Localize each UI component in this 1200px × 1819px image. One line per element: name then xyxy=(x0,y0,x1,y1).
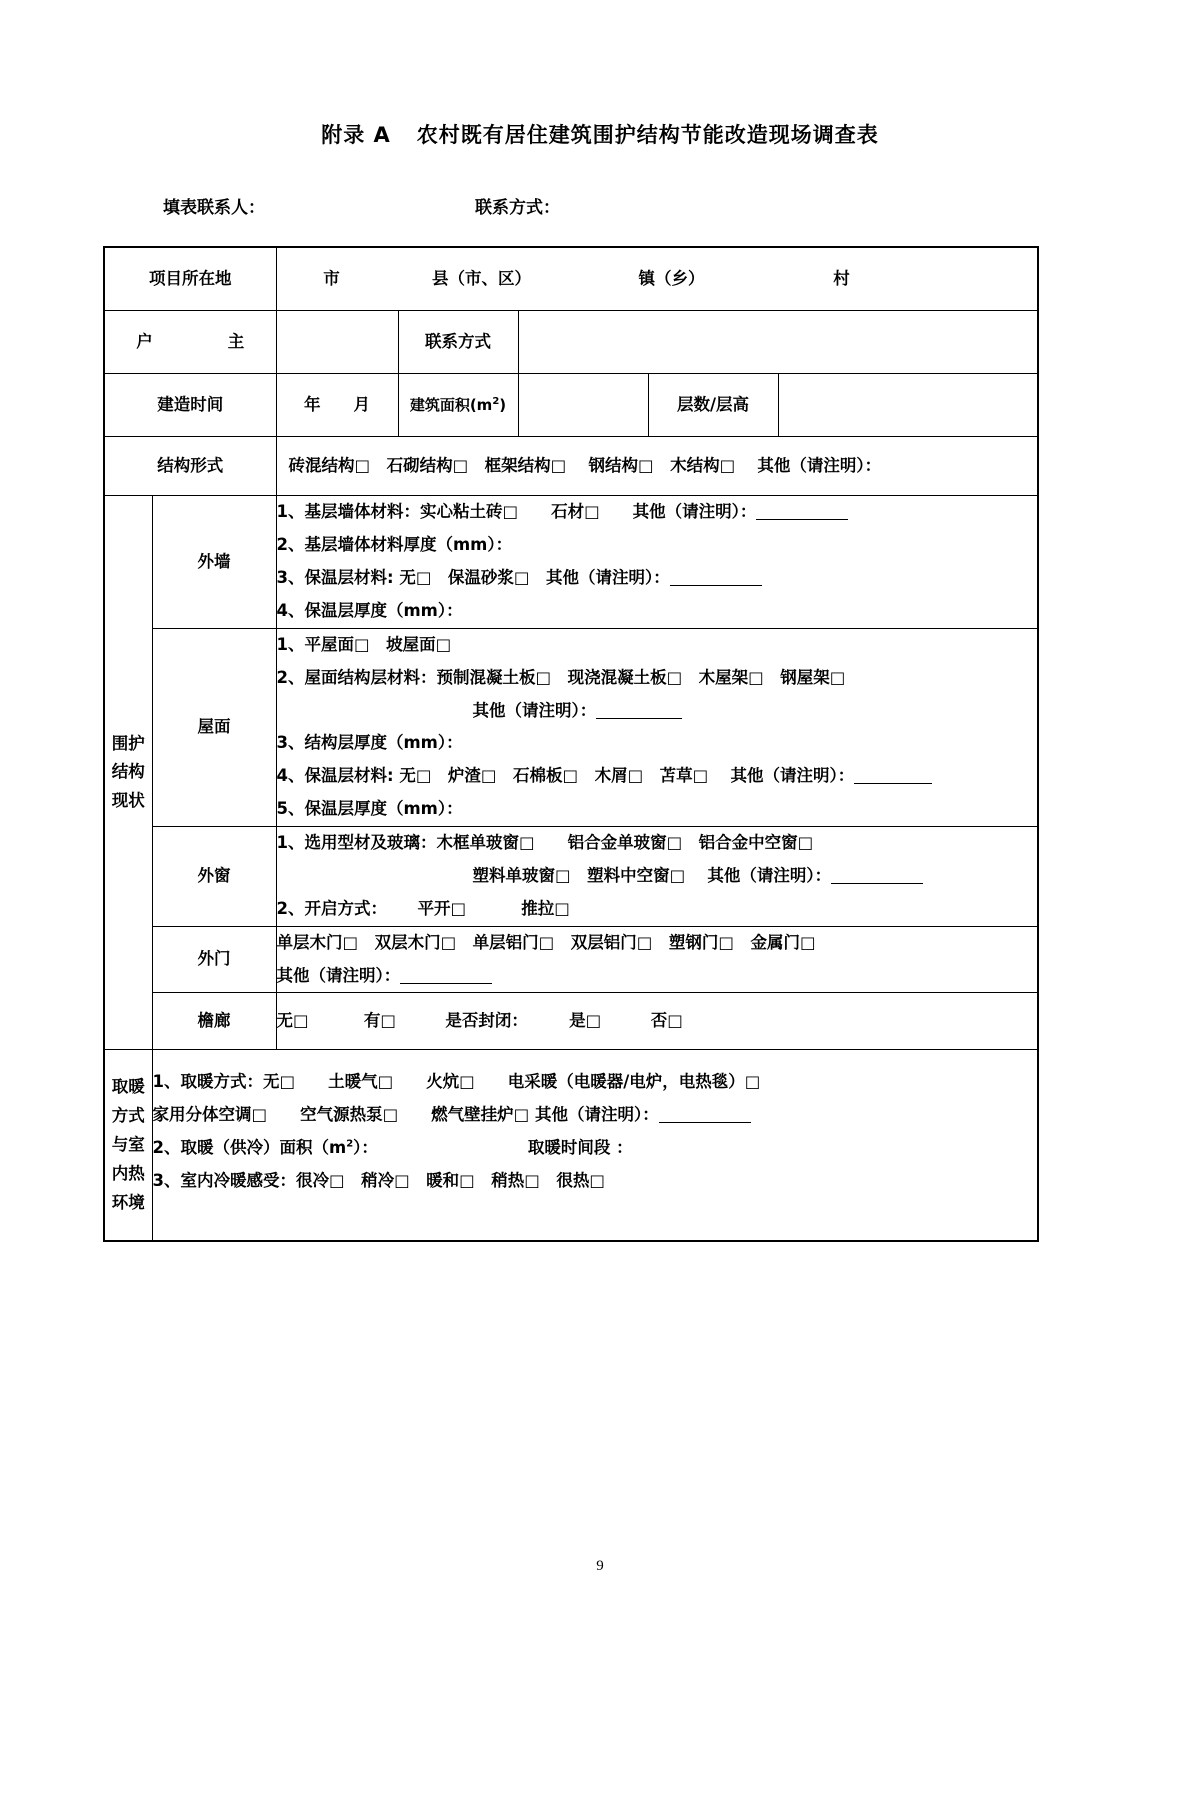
door-other-blank[interactable] xyxy=(400,983,492,984)
owner-contact-label: 联系方式 xyxy=(398,311,518,374)
survey-form-table xyxy=(103,246,1039,1242)
veranda-line-1[interactable]: 无□ 有□ 是否封闭： 是□ 否□ xyxy=(276,1010,683,1030)
wall-other-blank-2[interactable] xyxy=(670,585,762,586)
owner-label xyxy=(104,311,276,374)
location-city: 市 xyxy=(323,268,340,288)
build-area-label-text: 建筑面积(m xyxy=(409,395,493,414)
wall-line-3-text: 3、保温层材料: 无□ 保温砂浆□ 其他（请注明）： xyxy=(276,568,670,588)
window-line-3[interactable]: 2、开启方式： 平开□ 推拉□ xyxy=(276,898,570,918)
door-label: 外门 xyxy=(152,926,276,993)
table-row-build xyxy=(104,374,1038,437)
roof-line-3-text: 其他（请注明）： xyxy=(472,700,597,720)
door-line-2-text: 其他（请注明）： xyxy=(276,965,401,985)
owner-label-text: 户 主 xyxy=(136,331,259,351)
table-row-envelope-window xyxy=(104,827,1038,927)
contact-method-label: 联系方式： xyxy=(475,198,560,219)
wall-line-1[interactable] xyxy=(277,496,1038,529)
table-row-location xyxy=(104,247,1038,311)
heating-line-1[interactable]: 1、取暖方式：无□ 土暖气□ 火炕□ 电采暖（电暖器/电炉，电热毯）□ xyxy=(152,1072,761,1092)
build-area-label xyxy=(398,374,518,437)
location-county: 县（市、区） xyxy=(432,268,531,288)
heating-line-3[interactable] xyxy=(153,1132,1038,1165)
veranda-options-cell[interactable] xyxy=(276,993,1038,1050)
roof-line-5-text: 4、保温层材料: 无□ 炉渣□ 石棉板□ 木屑□ 苫草□ 其他（请注明）： xyxy=(276,766,855,786)
window-line-1[interactable]: 1、选用型材及玻璃：木框单玻窗□ 铝合金单玻窗□ 铝合金中空窗□ xyxy=(276,833,814,853)
structure-options[interactable]: 砖混结构□ 石砌结构□ 框架结构□ 钢结构□ 木结构□ 其他（请注明）： xyxy=(276,437,1038,496)
location-value-cell[interactable] xyxy=(276,247,1038,311)
heating-other-blank[interactable] xyxy=(659,1122,751,1123)
roof-line-1[interactable]: 1、平屋面□ 坡屋面□ xyxy=(276,634,452,654)
roof-line-4[interactable]: 3、结构层厚度（mm）： xyxy=(276,733,463,753)
wall-label: 外墙 xyxy=(152,496,276,629)
heating-label-line-3: 与室 xyxy=(111,1134,145,1154)
wall-options-cell[interactable] xyxy=(276,496,1038,629)
location-town: 镇（乡） xyxy=(638,268,705,288)
roof-label: 屋面 xyxy=(152,628,276,826)
table-row-envelope-wall xyxy=(104,496,1038,629)
roof-line-5[interactable] xyxy=(277,760,1038,793)
appendix-label: 附录 A xyxy=(321,123,391,147)
wall-line-2[interactable]: 2、基层墙体材料厚度（mm）： xyxy=(276,535,513,555)
wall-line-3[interactable] xyxy=(277,562,1038,595)
veranda-label: 檐廊 xyxy=(152,993,276,1050)
heating-label-line-5: 环境 xyxy=(111,1192,145,1212)
heating-area-label-end: ）： xyxy=(353,1138,378,1158)
heating-label-line-2: 方式 xyxy=(111,1106,145,1126)
contact-line xyxy=(163,193,1200,218)
build-time-label: 建造时间 xyxy=(104,374,276,437)
door-line-1[interactable]: 单层木门□ 双层木门□ 单层铝门□ 双层铝门□ 塑钢门□ 金属门□ xyxy=(276,932,816,952)
survey-form-table-wrapper xyxy=(103,246,1037,1242)
heating-line-2-text: 家用分体空调□ 空气源热泵□ 燃气壁挂炉□ 其他（请注明）： xyxy=(152,1105,659,1125)
owner-contact-input[interactable] xyxy=(518,311,1038,374)
envelope-label-line-1: 围护 xyxy=(111,733,145,753)
roof-other-blank-2[interactable] xyxy=(854,783,932,784)
heating-line-2[interactable] xyxy=(153,1099,1038,1132)
build-area-input[interactable] xyxy=(518,374,648,437)
build-floors-input[interactable] xyxy=(778,374,1038,437)
window-label: 外窗 xyxy=(152,827,276,927)
location-label: 项目所在地 xyxy=(104,247,276,311)
wall-line-4[interactable]: 4、保温层厚度（mm）： xyxy=(276,600,463,620)
appendix-title-text: 农村既有居住建筑围护结构节能改造现场调查表 xyxy=(416,123,879,147)
build-area-label-end: ) xyxy=(499,395,507,414)
roof-line-3[interactable] xyxy=(277,695,1038,728)
roof-line-6[interactable]: 5、保温层厚度（mm）： xyxy=(276,799,463,819)
window-line-2-text: 塑料单玻窗□ 塑料中空窗□ 其他（请注明）： xyxy=(472,865,832,885)
envelope-label-line-2: 结构 xyxy=(111,762,145,782)
build-time-value[interactable]: 年 月 xyxy=(276,374,398,437)
heating-label-line-1: 取暖 xyxy=(111,1077,145,1097)
table-row-owner xyxy=(104,311,1038,374)
window-options-cell[interactable] xyxy=(276,827,1038,927)
structure-label: 结构形式 xyxy=(104,437,276,496)
window-line-2[interactable] xyxy=(277,860,1038,893)
heating-period-label: 取暖时间段 ： xyxy=(527,1138,633,1158)
table-row-envelope-door xyxy=(104,926,1038,993)
wall-other-blank-1[interactable] xyxy=(756,519,848,520)
table-row-envelope-veranda xyxy=(104,993,1038,1050)
page-number: 9 xyxy=(596,1558,604,1574)
door-line-2[interactable] xyxy=(277,960,1038,993)
envelope-label-line-3: 现状 xyxy=(111,791,145,811)
envelope-section-label xyxy=(104,496,152,1050)
roof-line-2[interactable]: 2、屋面结构层材料：预制混凝土板□ 现浇混凝土板□ 木屋架□ 钢屋架□ xyxy=(276,667,846,687)
heating-label-line-4: 内热 xyxy=(111,1163,145,1183)
heating-section-label xyxy=(104,1050,152,1242)
roof-options-cell[interactable] xyxy=(276,628,1038,826)
wall-line-1-text: 1、基层墙体材料：实心粘土砖□ 石材□ 其他（请注明）： xyxy=(276,502,757,522)
heating-line-4[interactable]: 3、室内冷暖感受：很冷□ 稍冷□ 暖和□ 稍热□ 很热□ xyxy=(152,1171,605,1191)
build-floors-label: 层数/层高 xyxy=(648,374,778,437)
build-area-label-sup: 2 xyxy=(492,395,500,407)
table-row-envelope-roof xyxy=(104,628,1038,826)
owner-value-input[interactable] xyxy=(276,311,398,374)
page-title xyxy=(0,122,1200,149)
roof-other-blank-1[interactable] xyxy=(596,718,682,719)
heating-options-cell[interactable] xyxy=(152,1050,1038,1242)
document-page xyxy=(0,122,1200,1819)
heating-area-label: 2、取暖（供冷）面积（m xyxy=(152,1138,347,1158)
door-options-cell[interactable] xyxy=(276,926,1038,993)
window-other-blank[interactable] xyxy=(831,883,923,884)
filler-contact-label: 填表联系人： xyxy=(163,198,265,219)
table-row-structure xyxy=(104,437,1038,496)
heating-area-sup: 2 xyxy=(346,1138,354,1150)
location-village: 村 xyxy=(833,268,850,288)
table-row-heating xyxy=(104,1050,1038,1242)
